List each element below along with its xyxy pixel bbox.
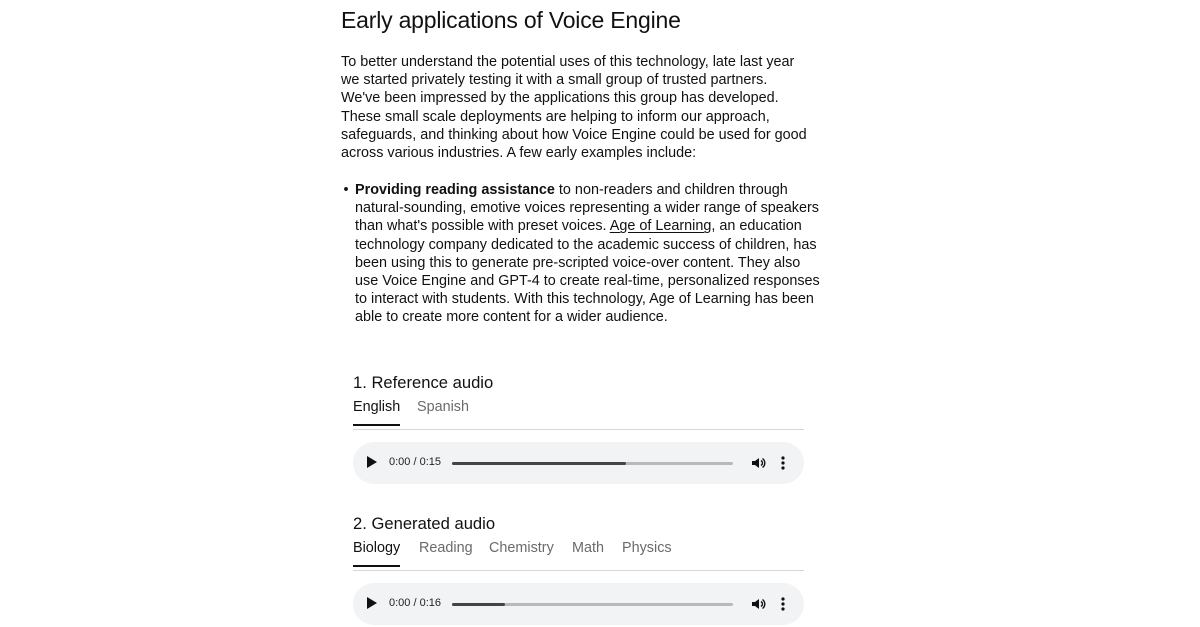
play-icon[interactable]	[367, 456, 377, 468]
bullet-icon: •	[343, 182, 349, 198]
volume-icon[interactable]	[750, 455, 766, 471]
reference-tabs	[353, 399, 804, 430]
tab-math[interactable]: Math	[572, 540, 604, 556]
intro-paragraph: To better understand the potential uses of this technology, late last year we started privately testing it with a small group of trusted partners. We've been impressed by the applications this group has developed. These small scale deployments are helping to inform our approach, safeguards, and thinking about how Voice Engine could be used for good across various industries. A few early examples include:	[341, 54, 807, 162]
tab-english[interactable]: English	[353, 399, 400, 426]
time-display: 0:00 / 0:16	[389, 597, 441, 609]
tab-spanish[interactable]: Spanish	[417, 399, 470, 415]
generated-tabs	[353, 540, 804, 571]
more-options-icon[interactable]	[776, 455, 790, 471]
generated-audio-section	[353, 514, 804, 609]
age-of-learning-link[interactable]: Age of Learning	[609, 218, 712, 235]
generated-audio-player	[353, 583, 804, 625]
tab-biology[interactable]: Biology	[353, 540, 400, 567]
list-item	[343, 181, 825, 327]
bullet-text: to non-readers and children through natural-sounding, emotive voices representing a wider range of speakers than what's possible with preset voices.	[355, 182, 819, 235]
tab-chemistry[interactable]: Chemistry	[489, 540, 554, 556]
reference-audio-section	[353, 373, 804, 468]
more-options-icon[interactable]	[776, 596, 790, 612]
bullet-text-continued: , an education technology company dedicated to the academic success of children, has been using this to generate pre-scripted voice-over content. They also use Voice Engine and GPT-4 to create real-time, personalized responses to interact with students. With this technology, Age of Learning has been able to create more content for a wider audience.	[355, 218, 820, 326]
volume-icon[interactable]	[750, 596, 766, 612]
seek-bar[interactable]	[452, 462, 733, 465]
seek-bar-progress	[452, 603, 505, 606]
tab-reading[interactable]: Reading	[419, 540, 473, 556]
reference-audio-title: 1. Reference audio	[353, 373, 494, 392]
generated-audio-title: 2. Generated audio	[353, 514, 496, 533]
play-icon[interactable]	[367, 597, 377, 609]
seek-bar-progress	[452, 462, 626, 465]
section-heading: Early applications of Voice Engine	[341, 7, 681, 33]
seek-bar[interactable]	[452, 603, 733, 606]
bullet-bold-text: Providing reading assistance	[355, 182, 555, 198]
time-display: 0:00 / 0:15	[389, 456, 441, 468]
examples-list	[341, 181, 825, 327]
tab-physics[interactable]: Physics	[622, 540, 672, 556]
reference-audio-player	[353, 442, 804, 484]
